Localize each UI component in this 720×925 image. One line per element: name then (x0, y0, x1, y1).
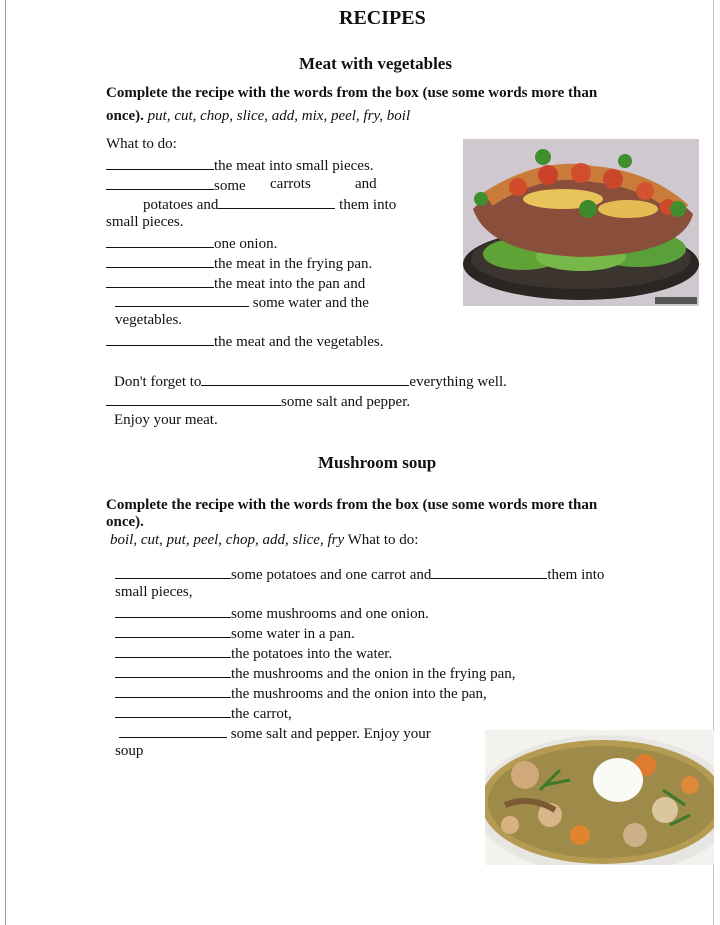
soup-instruction-once: once). (106, 514, 144, 530)
answer-blank[interactable] (115, 663, 231, 678)
soup-step-2 (115, 603, 429, 624)
meat-salt (106, 391, 410, 412)
soup-what-to-do: What to do: (347, 532, 419, 548)
meat-step-6-text: some water and the (252, 295, 369, 311)
meat-step-6-vegetables: vegetables. (115, 312, 183, 328)
roast-meat-illustration (463, 139, 699, 306)
meat-step-2-and: and (355, 176, 377, 192)
soup-instruction-line1: Complete the recipe with the words from the box (use some words more than (106, 497, 598, 513)
meat-step-2-potatoes: potatoes and (143, 197, 219, 213)
page-title: RECIPES (339, 7, 426, 29)
meat-step-1 (106, 155, 374, 176)
meat-forget (114, 371, 507, 392)
answer-blank[interactable] (106, 331, 214, 346)
answer-blank[interactable] (106, 391, 281, 406)
meat-step-3 (106, 233, 277, 254)
soup-step-8-soup: soup (115, 743, 144, 759)
answer-blank[interactable] (201, 371, 409, 386)
soup-section-heading: Mushroom soup (318, 453, 437, 472)
meat-what-to-do: What to do: (106, 136, 177, 152)
soup-step-3 (115, 623, 355, 644)
meat-forget-suffix: everything well. (409, 374, 507, 390)
answer-blank[interactable] (106, 155, 214, 170)
soup-step-5 (115, 663, 516, 684)
meat-step-4 (106, 253, 372, 274)
page-edge-left (5, 0, 6, 925)
soup-step-2-text: some mushrooms and one onion. (231, 606, 429, 622)
soup-step-7 (115, 703, 292, 724)
meat-step-2-some: some (214, 178, 246, 194)
soup-step-6 (115, 683, 487, 704)
soup-step-7-text: the carrot, (231, 706, 292, 722)
soup-instruction (106, 496, 597, 515)
soup-step-1-text: some potatoes and one carrot and (231, 567, 432, 583)
answer-blank[interactable] (106, 233, 214, 248)
meat-section-heading: Meat with vegetables (299, 54, 452, 73)
answer-blank[interactable] (218, 194, 335, 209)
answer-blank[interactable] (119, 723, 227, 738)
soup-step-4 (115, 643, 392, 664)
answer-blank[interactable] (431, 564, 547, 579)
answer-blank[interactable] (115, 623, 231, 638)
meat-enjoy: Enjoy your meat. (114, 412, 218, 428)
soup-step-8-text: some salt and pepper. Enjoy your (230, 726, 431, 742)
meat-step-3-text: one onion. (214, 236, 278, 252)
answer-blank[interactable] (106, 253, 214, 268)
meat-instruction-once: once). (106, 108, 144, 124)
meat-step-2-cont (143, 194, 396, 215)
answer-blank[interactable] (106, 273, 214, 288)
meat-step-2-small-pieces: small pieces. (106, 214, 184, 230)
meat-forget-prefix: Don't forget to (114, 374, 202, 390)
meat-step-5-text: the meat into the pan and (214, 276, 366, 292)
mushroom-soup-illustration (485, 730, 714, 865)
roast-meat-dish-image (463, 139, 699, 306)
meat-instruction (106, 84, 597, 103)
meat-step-7-text: the meat and the vegetables. (214, 334, 384, 350)
meat-instruction-line2 (106, 107, 410, 126)
meat-step-4-text: the meat in the frying pan. (214, 256, 373, 272)
soup-step-1 (115, 564, 604, 585)
soup-instruction-line2 (106, 513, 144, 532)
soup-step-3-text: some water in a pan. (231, 626, 355, 642)
meat-salt-text: some salt and pepper. (281, 394, 411, 410)
answer-blank[interactable] (115, 683, 231, 698)
meat-step-7 (106, 331, 384, 352)
soup-word-box: boil, cut, put, peel, chop, add, slice, fry (110, 532, 345, 548)
soup-word-box-line (110, 531, 418, 550)
meat-step-2-them-into: them into (339, 197, 397, 213)
mushroom-soup-bowl-image (485, 730, 714, 865)
answer-blank[interactable] (115, 703, 231, 718)
meat-step-2 (106, 175, 246, 196)
meat-word-box: put, cut, chop, slice, add, mix, peel, fry, boil (147, 108, 411, 124)
answer-blank[interactable] (115, 292, 249, 307)
meat-instruction-line1: Complete the recipe with the words from the box (use some words more than (106, 85, 598, 101)
answer-blank[interactable] (106, 175, 214, 190)
answer-blank[interactable] (115, 643, 231, 658)
soup-step-1-them-into: them into (547, 567, 605, 583)
meat-step-2-carrots: carrots (270, 176, 311, 192)
meat-step-5 (106, 273, 365, 294)
soup-step-4-text: the potatoes into the water. (231, 646, 393, 662)
soup-step-1-small-pieces: small pieces, (115, 584, 193, 600)
meat-step-1-text: the meat into small pieces. (214, 158, 374, 174)
answer-blank[interactable] (115, 564, 231, 579)
soup-step-6-text: the mushrooms and the onion into the pan, (231, 686, 487, 702)
soup-step-5-text: the mushrooms and the onion in the frying pan, (231, 666, 516, 682)
answer-blank[interactable] (115, 603, 231, 618)
soup-step-8 (119, 723, 431, 744)
meat-step-6 (115, 292, 369, 313)
